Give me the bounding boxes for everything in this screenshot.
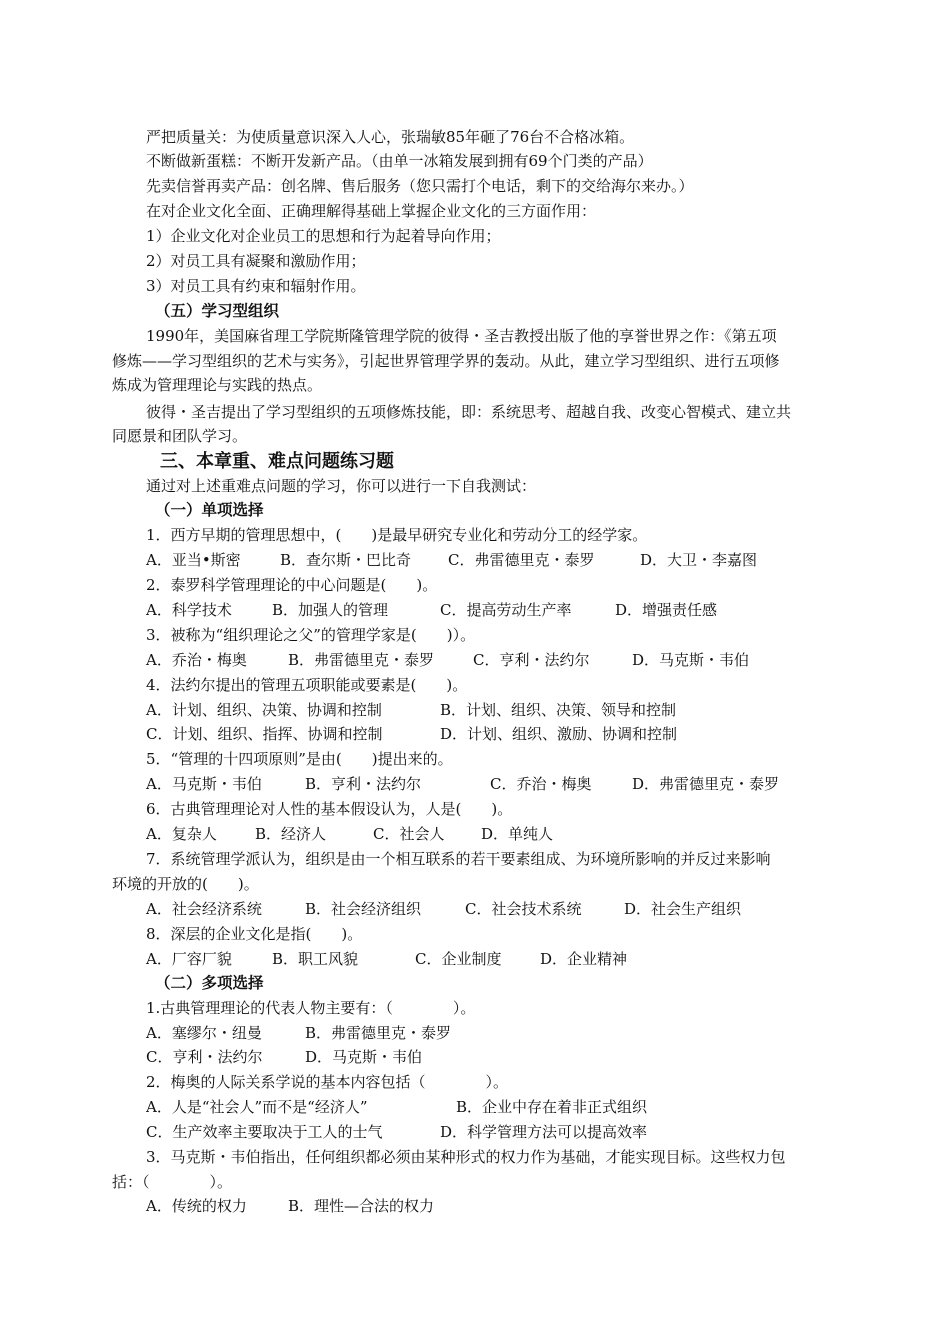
option: B．经济人 (255, 825, 327, 843)
chapter-heading: 三、本章重、难点问题练习题 (160, 451, 394, 472)
intro-line: 不断做新蛋糕：不断开发新产品。（由单一冰箱发展到拥有69个门类的产品） (146, 152, 653, 170)
option: D．企业精神 (540, 950, 628, 968)
question-text: 1.古典管理理论的代表人物主要有：（ ）。 (146, 999, 476, 1017)
option: B．社会经济组织 (305, 900, 422, 918)
intro-line: 严把质量关：为使质量意识深入人心，张瑞敏85年砸了76台不合格冰箱。 (146, 128, 635, 146)
question-text: 2．泰罗科学管理理论的中心问题是( )。 (146, 576, 438, 594)
option: B．弗雷德里克・泰罗 (305, 1024, 452, 1042)
question-text: 6．古典管理理论对人性的基本假设认为，人是( )。 (146, 800, 513, 818)
option: C．弗雷德里克・泰罗 (448, 551, 595, 569)
option: C．亨利・法约尔 (473, 651, 590, 669)
option: B．企业中存在着非正式组织 (456, 1098, 648, 1116)
option: B．查尔斯・巴比奇 (280, 551, 412, 569)
intro-line: 1）企业文化对企业员工的思想和行为起着导向作用； (146, 227, 501, 245)
question-text: 7．系统管理学派认为，组织是由一个相互联系的若干要素组成、为环境所影响的并反过来影响 (146, 850, 771, 868)
option: C．乔治・梅奥 (490, 775, 592, 793)
question-text: 3．马克斯・韦伯指出，任何组织都必须由某种形式的权力作为基础，才能实现目标。这些权力包 (146, 1148, 786, 1166)
option: A．乔治・梅奥 (146, 651, 247, 669)
paragraph-line: 彼得・圣吉提出了学习型组织的五项修炼技能，即：系统思考、超越自我、改变心智模式、建立共 (146, 403, 792, 421)
option: C．生产效率主要取决于工人的士气 (146, 1123, 383, 1141)
option: A．计划、组织、决策、协调和控制 (146, 701, 382, 719)
option: A．厂容厂貌 (146, 950, 232, 968)
question-text: 3．被称为“组织理论之父”的管理学家是( )）。 (146, 626, 476, 644)
question-text: 环境的开放的( )。 (112, 875, 259, 893)
option: B．亨利・法约尔 (305, 775, 422, 793)
option: A．马克斯・韦伯 (146, 775, 262, 793)
section-heading: （二）多项选择 (155, 974, 264, 992)
intro-line: 在对企业文化全面、正确理解得基础上掌握企业文化的三方面作用： (146, 202, 597, 220)
option: C．社会技术系统 (465, 900, 582, 918)
option: B．职工风貌 (272, 950, 359, 968)
intro-line: 3）对员工具有约束和辐射作用。 (146, 277, 366, 295)
question-text: 1．西方早期的管理思想中，( )是最早研究专业化和劳动分工的经学家。 (146, 526, 648, 544)
option: C．社会人 (373, 825, 445, 843)
paragraph-line: 炼成为管理理论与实践的热点。 (112, 376, 323, 394)
option: B．计划、组织、决策、领导和控制 (440, 701, 677, 719)
option: D．马克斯・韦伯 (305, 1048, 423, 1066)
intro-line: 先卖信誉再卖产品：创名牌、售后服务（您只需打个电话，剩下的交给海尔来办。） (146, 177, 694, 195)
option: C．企业制度 (415, 950, 502, 968)
option: B．加强人的管理 (272, 601, 389, 619)
section-heading: （一）单项选择 (155, 501, 264, 519)
option: D．科学管理方法可以提高效率 (440, 1123, 648, 1141)
question-text: 5．“管理的十四项原则”是由( )提出来的。 (146, 750, 453, 768)
option: D．社会生产组织 (624, 900, 742, 918)
option: D．大卫・李嘉图 (640, 551, 758, 569)
question-text: 4．法约尔提出的管理五项职能或要素是( )。 (146, 676, 468, 694)
question-text: 2．梅奥的人际关系学说的基本内容包括（ ）。 (146, 1073, 509, 1091)
option: D．弗雷德里克・泰罗 (632, 775, 780, 793)
question-text: 8．深层的企业文化是指( )。 (146, 925, 363, 943)
option: A．传统的权力 (146, 1197, 247, 1215)
option: D．马克斯・韦伯 (632, 651, 750, 669)
option: A．亚当•斯密 (146, 551, 241, 569)
question-text: 括：（ ）。 (112, 1173, 233, 1191)
option: A．复杂人 (146, 825, 217, 843)
option: B．理性—合法的权力 (288, 1197, 435, 1215)
option: A．塞缪尔・纽曼 (146, 1024, 262, 1042)
section-heading: （五）学习型组织 (155, 302, 280, 320)
option: C．计划、组织、指挥、协调和控制 (146, 725, 383, 743)
option: C．亨利・法约尔 (146, 1048, 263, 1066)
chapter-intro: 通过对上述重难点问题的学习，你可以进行一下自我测试： (146, 477, 537, 495)
option: A．人是“社会人”而不是“经济人” (146, 1098, 368, 1116)
option: C．提高劳动生产率 (440, 601, 572, 619)
option: D．增强责任感 (615, 601, 718, 619)
paragraph-line: 同愿景和团队学习。 (112, 427, 248, 445)
option: B．弗雷德里克・泰罗 (288, 651, 435, 669)
paragraph-line: 1990年，美国麻省理工学院斯隆管理学院的彼得・圣吉教授出版了他的享誉世界之作：《第五项 (146, 327, 777, 345)
paragraph-line: 修炼——学习型组织的艺术与实务》，引起世界管理学界的轰动。从此，建立学习型组织、进行五项修 (112, 352, 780, 370)
intro-line: 2）对员工具有凝聚和激励作用； (146, 252, 366, 270)
option: D．单纯人 (481, 825, 554, 843)
option: D．计划、组织、激励、协调和控制 (440, 725, 678, 743)
option: A．社会经济系统 (146, 900, 262, 918)
option: A．科学技术 (146, 601, 232, 619)
